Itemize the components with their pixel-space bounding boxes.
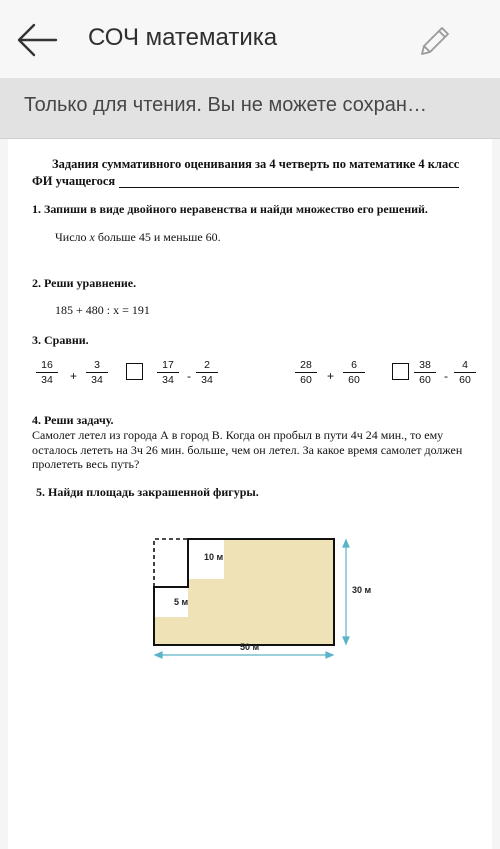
shaded-figure-diagram [146, 529, 372, 659]
numerator: 6 [343, 359, 365, 373]
readonly-notice: Только для чтения. Вы не можете сохран… [24, 94, 427, 116]
readonly-banner [0, 78, 500, 139]
compare-box[interactable] [392, 363, 409, 380]
minus-sign: - [444, 369, 448, 383]
document-page [8, 139, 492, 849]
denominator: 60 [348, 374, 360, 386]
denominator: 34 [41, 374, 53, 386]
doc-heading: Задания суммативного оценивания за 4 четверть по математике 4 класс [52, 157, 460, 171]
label-5m: 5 м [174, 597, 189, 607]
pencil-edit-icon[interactable] [414, 22, 454, 62]
fio-label: ФИ учащегося [32, 174, 116, 188]
fraction [454, 359, 476, 386]
fraction [295, 359, 317, 386]
fraction [157, 359, 179, 386]
task4-title: 4. Реши задачу. [32, 413, 114, 427]
task2-title: 2. Реши уравнение. [32, 276, 137, 290]
task1-var: x [89, 230, 95, 244]
task1-title: 1. Запиши в виде двойного неравенства и найди множество его решений. [32, 202, 428, 216]
app-bar [0, 0, 500, 78]
width-dimension [155, 652, 333, 658]
numerator: 17 [157, 359, 179, 373]
dashed-corner [154, 539, 188, 587]
task4-line: осталось лететь на 3ч 26 мин. больше, чем он летел. За какое время самолет должен [32, 442, 463, 457]
task3-title: 3. Сравни. [32, 333, 89, 347]
plus-sign: + [70, 369, 78, 383]
task5-title: 5. Найди площадь закрашенной фигуры. [36, 485, 259, 499]
label-10m: 10 м [204, 552, 224, 562]
fraction [196, 359, 218, 386]
label-30m: 30 м [352, 585, 372, 595]
fraction [86, 359, 108, 386]
numerator: 2 [196, 359, 218, 373]
fraction [414, 359, 436, 386]
document-title: СОЧ математика [88, 24, 278, 51]
denominator: 34 [91, 374, 103, 386]
fraction [343, 359, 365, 386]
denominator: 60 [459, 374, 471, 386]
label-50m: 50 м [240, 642, 260, 652]
compare-box[interactable] [126, 363, 143, 380]
task1-text-a: Число [55, 230, 90, 244]
task4-line: Самолет летел из города А в город В. Когда он пробыл в пути 4ч 24 мин., то ему [32, 428, 444, 442]
fio-underline [119, 187, 459, 188]
task1-text-b: больше 45 и меньше 60. [94, 230, 221, 244]
task2-equation: 185 + 480 : x = 191 [55, 303, 150, 317]
minus-sign: - [187, 369, 191, 383]
height-dimension [343, 540, 349, 644]
numerator: 28 [295, 359, 317, 373]
fraction [36, 359, 58, 386]
denominator: 34 [201, 374, 213, 386]
denominator: 60 [419, 374, 431, 386]
numerator: 38 [414, 359, 436, 373]
numerator: 4 [454, 359, 476, 373]
denominator: 34 [162, 374, 174, 386]
task4-text [32, 428, 462, 472]
numerator: 3 [86, 359, 108, 373]
task1-text [55, 230, 221, 245]
numerator: 16 [36, 359, 58, 373]
back-arrow-icon[interactable] [14, 20, 60, 60]
task4-line: пролететь весь путь? [32, 457, 140, 471]
denominator: 60 [300, 374, 312, 386]
plus-sign: + [327, 369, 335, 383]
